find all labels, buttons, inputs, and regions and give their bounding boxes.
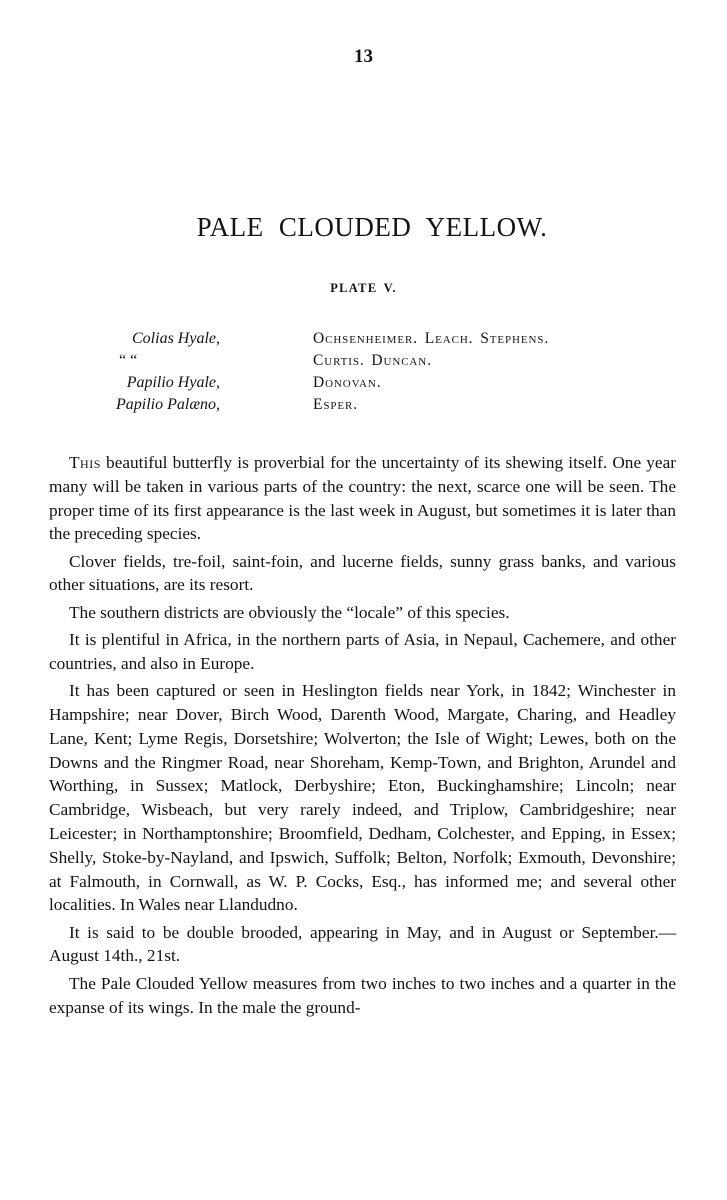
- synonymy-table: [0, 330, 727, 418]
- paragraph: It is plentiful in Africa, in the northern parts of Asia, in Nepaul, Cachemere, and other countries, and also in Europe.: [49, 630, 676, 673]
- body-text: [49, 451, 676, 1023]
- synonym-name: Colias Hyale,: [132, 330, 220, 347]
- synonym-authors: Ochsenheimer. Leach. Stephens.: [313, 330, 550, 347]
- page-title: PALE CLOUDED YELLOW.: [196, 212, 548, 242]
- paragraph: The Pale Clouded Yellow measures from two inches to two inches and a quarter in the expanse of its wings. In the male the ground-: [49, 973, 676, 1017]
- page-number: 13: [354, 46, 373, 67]
- plate-label: PLATE V.: [330, 281, 397, 295]
- synonym-authors: Donovan.: [313, 374, 382, 391]
- paragraph: The southern districts are obviously the “locale” of this species.: [69, 602, 510, 622]
- synonym-name-ditto: “ “: [119, 352, 138, 369]
- paragraph-text: beautiful butterfly is proverbial for the uncertainty of its shewing itself. One year many will be taken in various parts of the country: the next, scarce one will be seen. The proper time of its first appearance is the last week in August, but sometimes it is later than the preceding species.: [49, 453, 676, 544]
- synonym-row: [0, 396, 727, 418]
- synonym-row: [0, 374, 727, 396]
- synonym-name: Papilio Hyale,: [126, 374, 220, 391]
- synonym-authors: Curtis. Duncan.: [313, 352, 432, 369]
- paragraph: Clover fields, tre-foil, saint-foin, and lucerne fields, sunny grass banks, and various other situations, are its resort.: [49, 551, 676, 595]
- synonym-name: Papilio Palæno,: [116, 396, 220, 413]
- paragraph: [49, 451, 676, 546]
- synonym-row: [0, 352, 727, 374]
- paragraph: It is said to be double brooded, appearing in May, and in August or September.—August 14th., 21st.: [49, 922, 676, 966]
- synonym-authors: Esper.: [313, 396, 359, 413]
- paragraph-lead-word: This: [69, 453, 101, 472]
- paragraph: It has been captured or seen in Heslington fields near York, in 1842; Winchester in Hampshire; near Dover, Birch Wood, Darenth Wood, Margate, Charing, and Headley Lane, Kent; Lyme Regis, Dorsetshire; Wolverton; the Isle of Wight; Lewes, both on the Downs and the Ringmer Road, near Shoreham, Kemp-Town, and Brighton, Arundel and Worthing, in Sussex; Matlock, Derbyshire; Eton, Buckinghamshire; Lincoln; near Cambridge, Wisbeach, but very rarely indeed, and Triplow, Cambridgeshire; near Leicester; in Northamptonshire; Broomfield, Dedham, Colchester, and Epping, in Essex; Shelly, Stoke-by-Nayland, and Ipswich, Suffolk; Belton, Norfolk; Exmouth, Devonshire; at Falmouth, in Cornwall, as W. P. Cocks, Esq., has informed me; and several other localities. In Wales near Llandudno.: [49, 681, 676, 915]
- synonym-row: [0, 330, 727, 352]
